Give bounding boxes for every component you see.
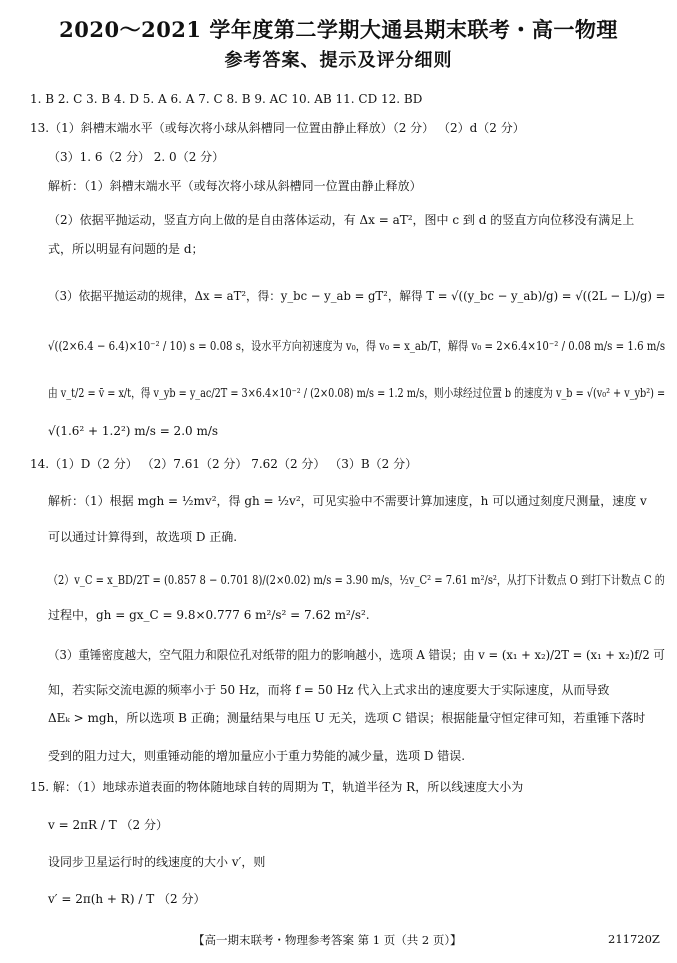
text-line: （3）依据平抛运动的规律，Δx = aT²，得：y_bc − y_ab = gT²，解得 T = √((y_bc − y_ab)/g) = √((2L − L)/g) = [48, 289, 666, 303]
text-line: v = 2πR / T （2 分） [48, 818, 168, 832]
text-line: √(1.6² + 1.2²) m/s = 2.0 m/s [48, 424, 219, 438]
text-line: 14.（1）D（2 分） （2）7.61（2 分） 7.62（2 分） （3）B（2 分） [30, 457, 418, 471]
text-line: 解析：（1）斜槽末端水平（或每次将小球从斜槽同一位置由静止释放） [48, 179, 422, 193]
text-line: 解析：（1）根据 mgh = ½mv²，得 gh = ½v²，可见实验中不需要计算加速度，h 可以通过刻度尺测量，速度 v [48, 494, 647, 508]
text-line: （3）1. 6（2 分） 2. 0（2 分） [48, 150, 225, 164]
text-line: 设同步卫星运行时的线速度的大小 v′，则 [48, 855, 266, 869]
text-line: √((2×6.4 − 6.4)×10⁻² / 10) s = 0.08 s，设水平方向初速度为 v₀，得 v₀ = x_ab/T，解得 v₀ = 2×6.4×10⁻² / 0.08 m/s = 1.6 m/s [48, 339, 666, 353]
text-line: 15. 解：（1）地球赤道表面的物体随地球自转的周期为 T，轨道半径为 R，所以线速度大小为 [30, 780, 524, 794]
text-line: 式，所以明显有问题的是 d； [48, 242, 204, 256]
page-title: 2020～2021 学年度第二学期大通县期末联考・高一物理 [59, 17, 618, 42]
text-line: （3）重锤密度越大，空气阻力和限位孔对纸带的阻力的影响越小，选项 A 错误；由 v = (x₁ + x₂)/2T = (x₁ + x₂)f/2 可 [48, 648, 665, 662]
text-line: 过程中，gh = gx_C = 9.8×0.777 6 m²/s² = 7.62 m²/s². [48, 608, 370, 622]
text-line: 1. B 2. C 3. B 4. D 5. A 6. A 7. C 8. B 9. AC 10. AB 11. CD 12. BD [30, 92, 423, 106]
text-line: （2）依据平抛运动，竖直方向上做的是自由落体运动，有 Δx = aT²，图中 c 到 d 的竖直方向位移没有满足上 [48, 213, 635, 227]
page-subtitle: 参考答案、提示及评分细则 [224, 50, 453, 71]
footer-code: 211720Z [608, 932, 660, 946]
text-line: 可以通过计算得到，故选项 D 正确. [48, 530, 238, 544]
text-line: 受到的阻力过大，则重锤动能的增加量应小于重力势能的减少量，选项 D 错误. [48, 749, 466, 763]
footer-page-info: 【高一期末联考・物理参考答案 第 1 页（共 2 页）】 [193, 933, 462, 947]
text-line: （2）v_C = x_BD/2T = (0.857 8 − 0.701 8)/(2×0.02) m/s = 3.90 m/s，½v_C² = 7.61 m²/s²，从打下计数点 O 到打下计数点 C 的 [48, 573, 665, 587]
text-line: ΔEₖ > mgh，所以选项 B 正确；测量结果与电压 U 无关，选项 C 错误；根据能量守恒定律可知，若重锤下落时 [48, 711, 646, 725]
text-line: 由 v_t/2 = v̄ = x/t，得 v_yb = y_ac/2T = 3×6.4×10⁻² / (2×0.08) m/s = 1.2 m/s，则小球经过位置 b 的速度为 v_b = √(v₀² + v_yb²) = [48, 386, 666, 400]
text-line: v′ = 2π(h + R) / T （2 分） [48, 892, 206, 906]
text-line: 知，若实际交流电源的频率小于 50 Hz，而将 f = 50 Hz 代入上式求出的速度要大于实际速度，从而导致 [48, 683, 610, 697]
text-line: 13.（1）斜槽末端水平（或每次将小球从斜槽同一位置由静止释放）（2 分） （2）d（2 分） [30, 121, 525, 135]
